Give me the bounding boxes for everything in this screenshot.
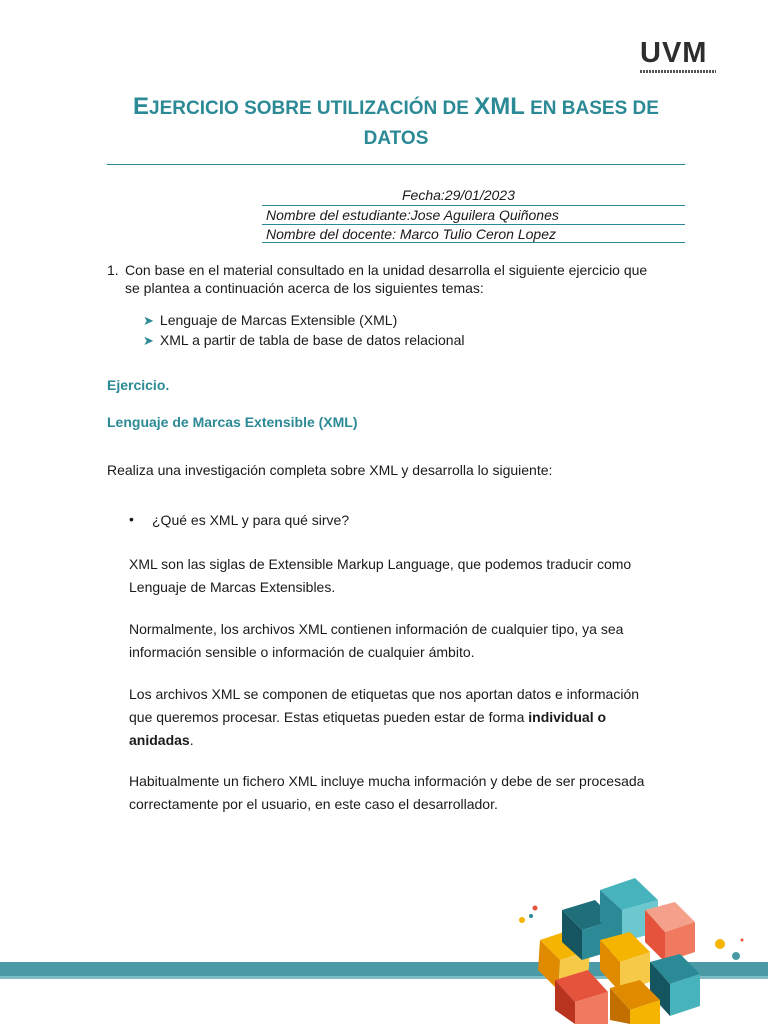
intro-text: Realiza una investigación completa sobre XML y desarrolla lo siguiente: xyxy=(107,462,553,478)
bold-emphasis: individual o xyxy=(528,709,607,725)
paragraph-4: Habitualmente un fichero XML incluye mucha información y debe de ser procesada correctamente por el usuario, en este caso el desarrollador. xyxy=(129,773,645,812)
title-xml: XML xyxy=(474,93,525,120)
bold-emphasis: anidadas xyxy=(129,732,190,748)
heading-lenguaje: Lenguaje de Marcas Extensible (XML) xyxy=(107,414,358,430)
title-first-letter: E xyxy=(133,93,150,120)
meta-fecha: Fecha:29/01/2023 xyxy=(402,187,515,203)
logo-text: UVM xyxy=(640,37,708,69)
title-line2: DATOS xyxy=(363,128,429,149)
list-item: ➤ Lenguaje de Marcas Extensible (XML) xyxy=(143,312,398,328)
meta-divider-3 xyxy=(262,242,685,243)
paragraph-3: Los archivos XML se componen de etiquetas que nos aportan datos e información que queremos procesar. Estas etiquetas pueden estar de forma individual o anidadas. xyxy=(129,686,640,748)
instruction-number: 1. xyxy=(107,262,119,278)
meta-docente: Nombre del docente: Marco Tulio Ceron Lopez xyxy=(266,226,557,242)
title-part1: JERCICIO SOBRE UTILIZACIÓN DE xyxy=(149,98,475,119)
arrow-bullet-icon: ➤ xyxy=(143,333,154,348)
document-title xyxy=(106,92,686,154)
uvm-logo xyxy=(640,38,720,73)
heading-ejercicio: Ejercicio. xyxy=(107,377,170,393)
title-part2: EN BASES DE xyxy=(524,98,659,119)
instruction-line1: Con base en el material consultado en la unidad desarrolla el siguiente ejercicio que xyxy=(125,262,648,278)
arrow-bullet-icon: ➤ xyxy=(143,313,154,328)
logo-tagline-mark xyxy=(640,70,716,73)
title-divider xyxy=(107,164,685,165)
meta-estudiante: Nombre del estudiante:Jose Aguilera Quiñones xyxy=(266,207,559,223)
paragraph-1: XML son las siglas de Extensible Markup Language, que podemos traducir como Lenguaje de Marcas Extensibles. xyxy=(129,556,632,595)
instruction-line2: se plantea a continuación acerca de los siguientes temas: xyxy=(125,280,484,296)
bullet-dot-icon: • xyxy=(129,511,134,527)
question-text: ¿Qué es XML y para qué sirve? xyxy=(152,512,350,528)
paragraph-2: Normalmente, los archivos XML contienen información de cualquier tipo, ya sea información sensible o información de cualquier ámbito. xyxy=(129,621,624,660)
decorative-cubes-graphic xyxy=(500,870,768,1024)
list-item: ➤ XML a partir de tabla de base de datos relacional xyxy=(143,332,465,348)
